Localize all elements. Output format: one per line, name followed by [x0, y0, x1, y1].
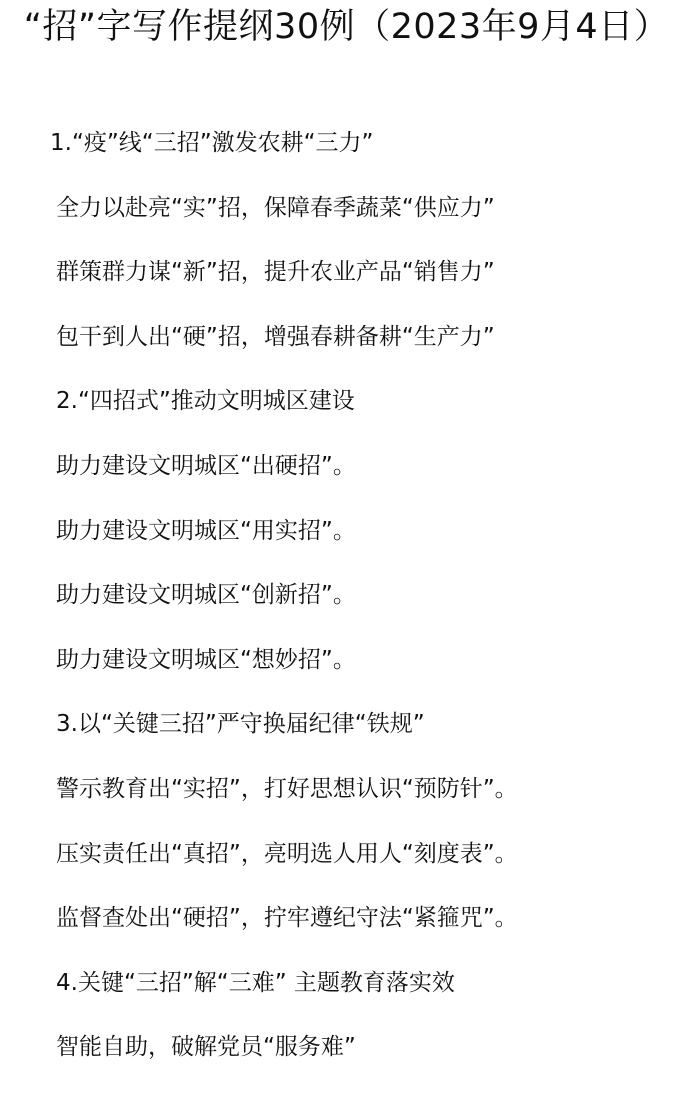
document-title: “招”字写作提纲30例（2023年9月4日） — [23, 7, 670, 47]
list-item: 助力建设文明城区“想妙招”。 — [56, 647, 356, 673]
section-heading-4: 4.关键“三招”解“三难” 主题教育落实效 — [56, 970, 455, 996]
list-item: 全力以赴亮“实”招，保障春季蔬菜“供应力” — [56, 195, 495, 221]
list-item: 助力建设文明城区“出硬招”。 — [56, 453, 356, 479]
list-item: 助力建设文明城区“用实招”。 — [56, 518, 356, 544]
list-item: 警示教育出“实招”，打好思想认识“预防针”。 — [56, 776, 518, 802]
list-item: 群策群力谋“新”招，提升农业产品“销售力” — [56, 259, 495, 285]
section-heading-2: 2.“四招式”推动文明城区建设 — [56, 388, 355, 414]
list-item: 智能自助，破解党员“服务难” — [56, 1034, 356, 1060]
section-heading-1: 1.“疫”线“三招”激发农耕“三力” — [50, 130, 374, 156]
list-item: 压实责任出“真招”，亮明选人用人“刻度表”。 — [56, 841, 518, 867]
list-item: 助力建设文明城区“创新招”。 — [56, 582, 356, 608]
section-heading-3: 3.以“关键三招”严守换届纪律“铁规” — [56, 711, 425, 737]
list-item: 监督查处出“硬招”，拧牢遵纪守法“紧箍咒”。 — [56, 905, 518, 931]
list-item: 包干到人出“硬”招，增强春耕备耕“生产力” — [56, 324, 495, 350]
